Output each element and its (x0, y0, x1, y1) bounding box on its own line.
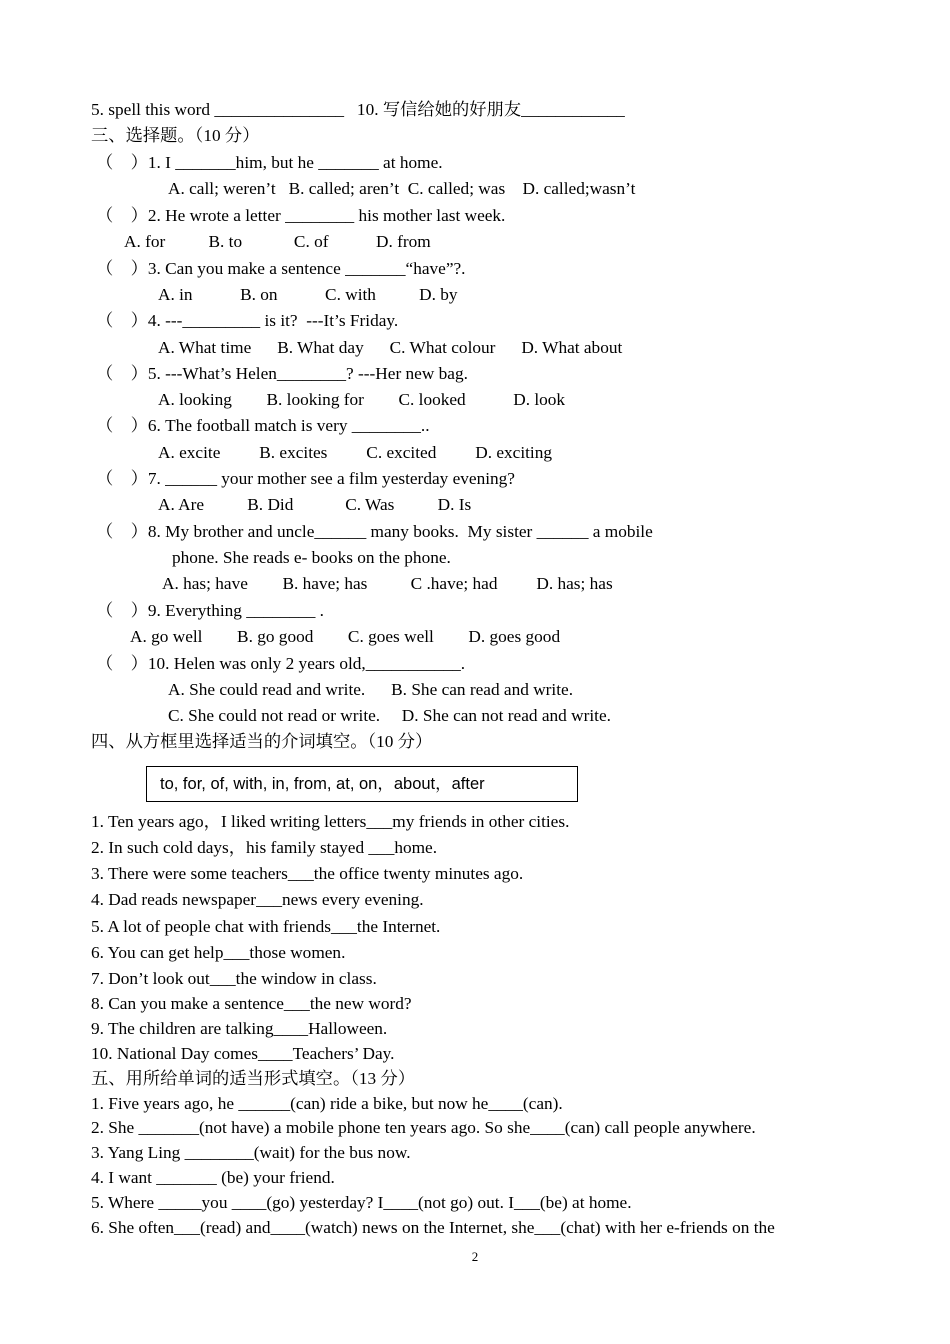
word-box-text: to, for, of, with, in, from, at, on，about，after (160, 775, 485, 793)
text-line: phone. She reads e- books on the phone. (172, 548, 451, 567)
text-line: A. call; weren’t B. called; aren’t C. called; was D. called;wasn’t (168, 179, 636, 198)
text-line: 3. There were some teachers___the office twenty minutes ago. (91, 864, 524, 883)
text-line: 10. National Day comes____Teachers’ Day. (91, 1044, 395, 1063)
text-line: （ ）6. The football match is very ________.. (96, 416, 430, 435)
text-line: （ ）5. ---What’s Helen________? ---Her new bag. (96, 364, 468, 383)
text-line: （ ）9. Everything ________ . (96, 601, 324, 620)
text-line: （ ）1. I _______him, but he _______ at home. (96, 153, 443, 172)
text-line: 7. Don’t look out___the window in class. (91, 969, 377, 988)
text-line: 4. Dad reads newspaper___news every evening. (91, 890, 424, 909)
text-line: A. for B. to C. of D. from (124, 232, 431, 251)
word-box (146, 766, 578, 802)
text-line: 4. I want _______ (be) your friend. (91, 1168, 335, 1187)
text-line: 5. Where _____you ____(go) yesterday? I____(not go) out. I___(be) at home. (91, 1193, 632, 1212)
text-line: 1. Ten years ago，I liked writing letters___my friends in other cities. (91, 812, 570, 831)
text-line: A. She could read and write. B. She can read and write. (168, 680, 574, 699)
text-line: A. has; have B. have; has C .have; had D. has; has (162, 574, 613, 593)
text-line: A. Are B. Did C. Was D. Is (158, 495, 472, 514)
text-line: A. What time B. What day C. What colour D. What about (158, 338, 623, 357)
text-line: 9. The children are talking____Halloween. (91, 1019, 388, 1038)
text-line: （ ）4. ---_________ is it? ---It’s Friday. (96, 311, 399, 330)
text-line: 2. She _______(not have) a mobile phone ten years ago. So she____(can) call people anywhere. (91, 1118, 756, 1137)
text-line: A. in B. on C. with D. by (158, 285, 458, 304)
text-line: 6. You can get help___those women. (91, 943, 346, 962)
text-line: 三、选择题。（10 分） (91, 126, 260, 145)
text-line: 3. Yang Ling ________(wait) for the bus now. (91, 1143, 411, 1162)
text-line: （ ）7. ______ your mother see a film yesterday evening? (96, 469, 515, 488)
text-line: 8. Can you make a sentence___the new word? (91, 994, 412, 1013)
text-line: A. go well B. go good C. goes well D. goes good (130, 627, 561, 646)
text-line: A. looking B. looking for C. looked D. look (158, 390, 566, 409)
text-line: （ ）2. He wrote a letter ________ his mother last week. (96, 206, 506, 225)
text-line: A. excite B. excites C. excited D. exciting (158, 443, 553, 462)
text-line: 5. spell this word _______________ 10. 写信给她的好朋友____________ (91, 100, 625, 119)
text-line: 6. She often___(read) and____(watch) news on the Internet, she___(chat) with her e-friends on the (91, 1218, 775, 1237)
text-line: （ ）3. Can you make a sentence _______“have”?. (96, 259, 466, 278)
text-line: 四、从方框里选择适当的介词填空。（10 分） (91, 732, 433, 751)
text-line: 2. In such cold days，his family stayed ___home. (91, 838, 438, 857)
text-line: 1. Five years ago, he ______(can) ride a bike, but now he____(can). (91, 1094, 563, 1113)
text-line: 五、用所给单词的适当形式填空。（13 分） (91, 1069, 416, 1088)
text-line: （ ）10. Helen was only 2 years old,___________. (96, 654, 466, 673)
text-line: （ ）8. My brother and uncle______ many books. My sister ______ a mobile (96, 522, 653, 541)
page-number: 2 (471, 1249, 479, 1264)
text-line: C. She could not read or write. D. She can not read and write. (168, 706, 611, 725)
text-line: 5. A lot of people chat with friends___the Internet. (91, 917, 441, 936)
